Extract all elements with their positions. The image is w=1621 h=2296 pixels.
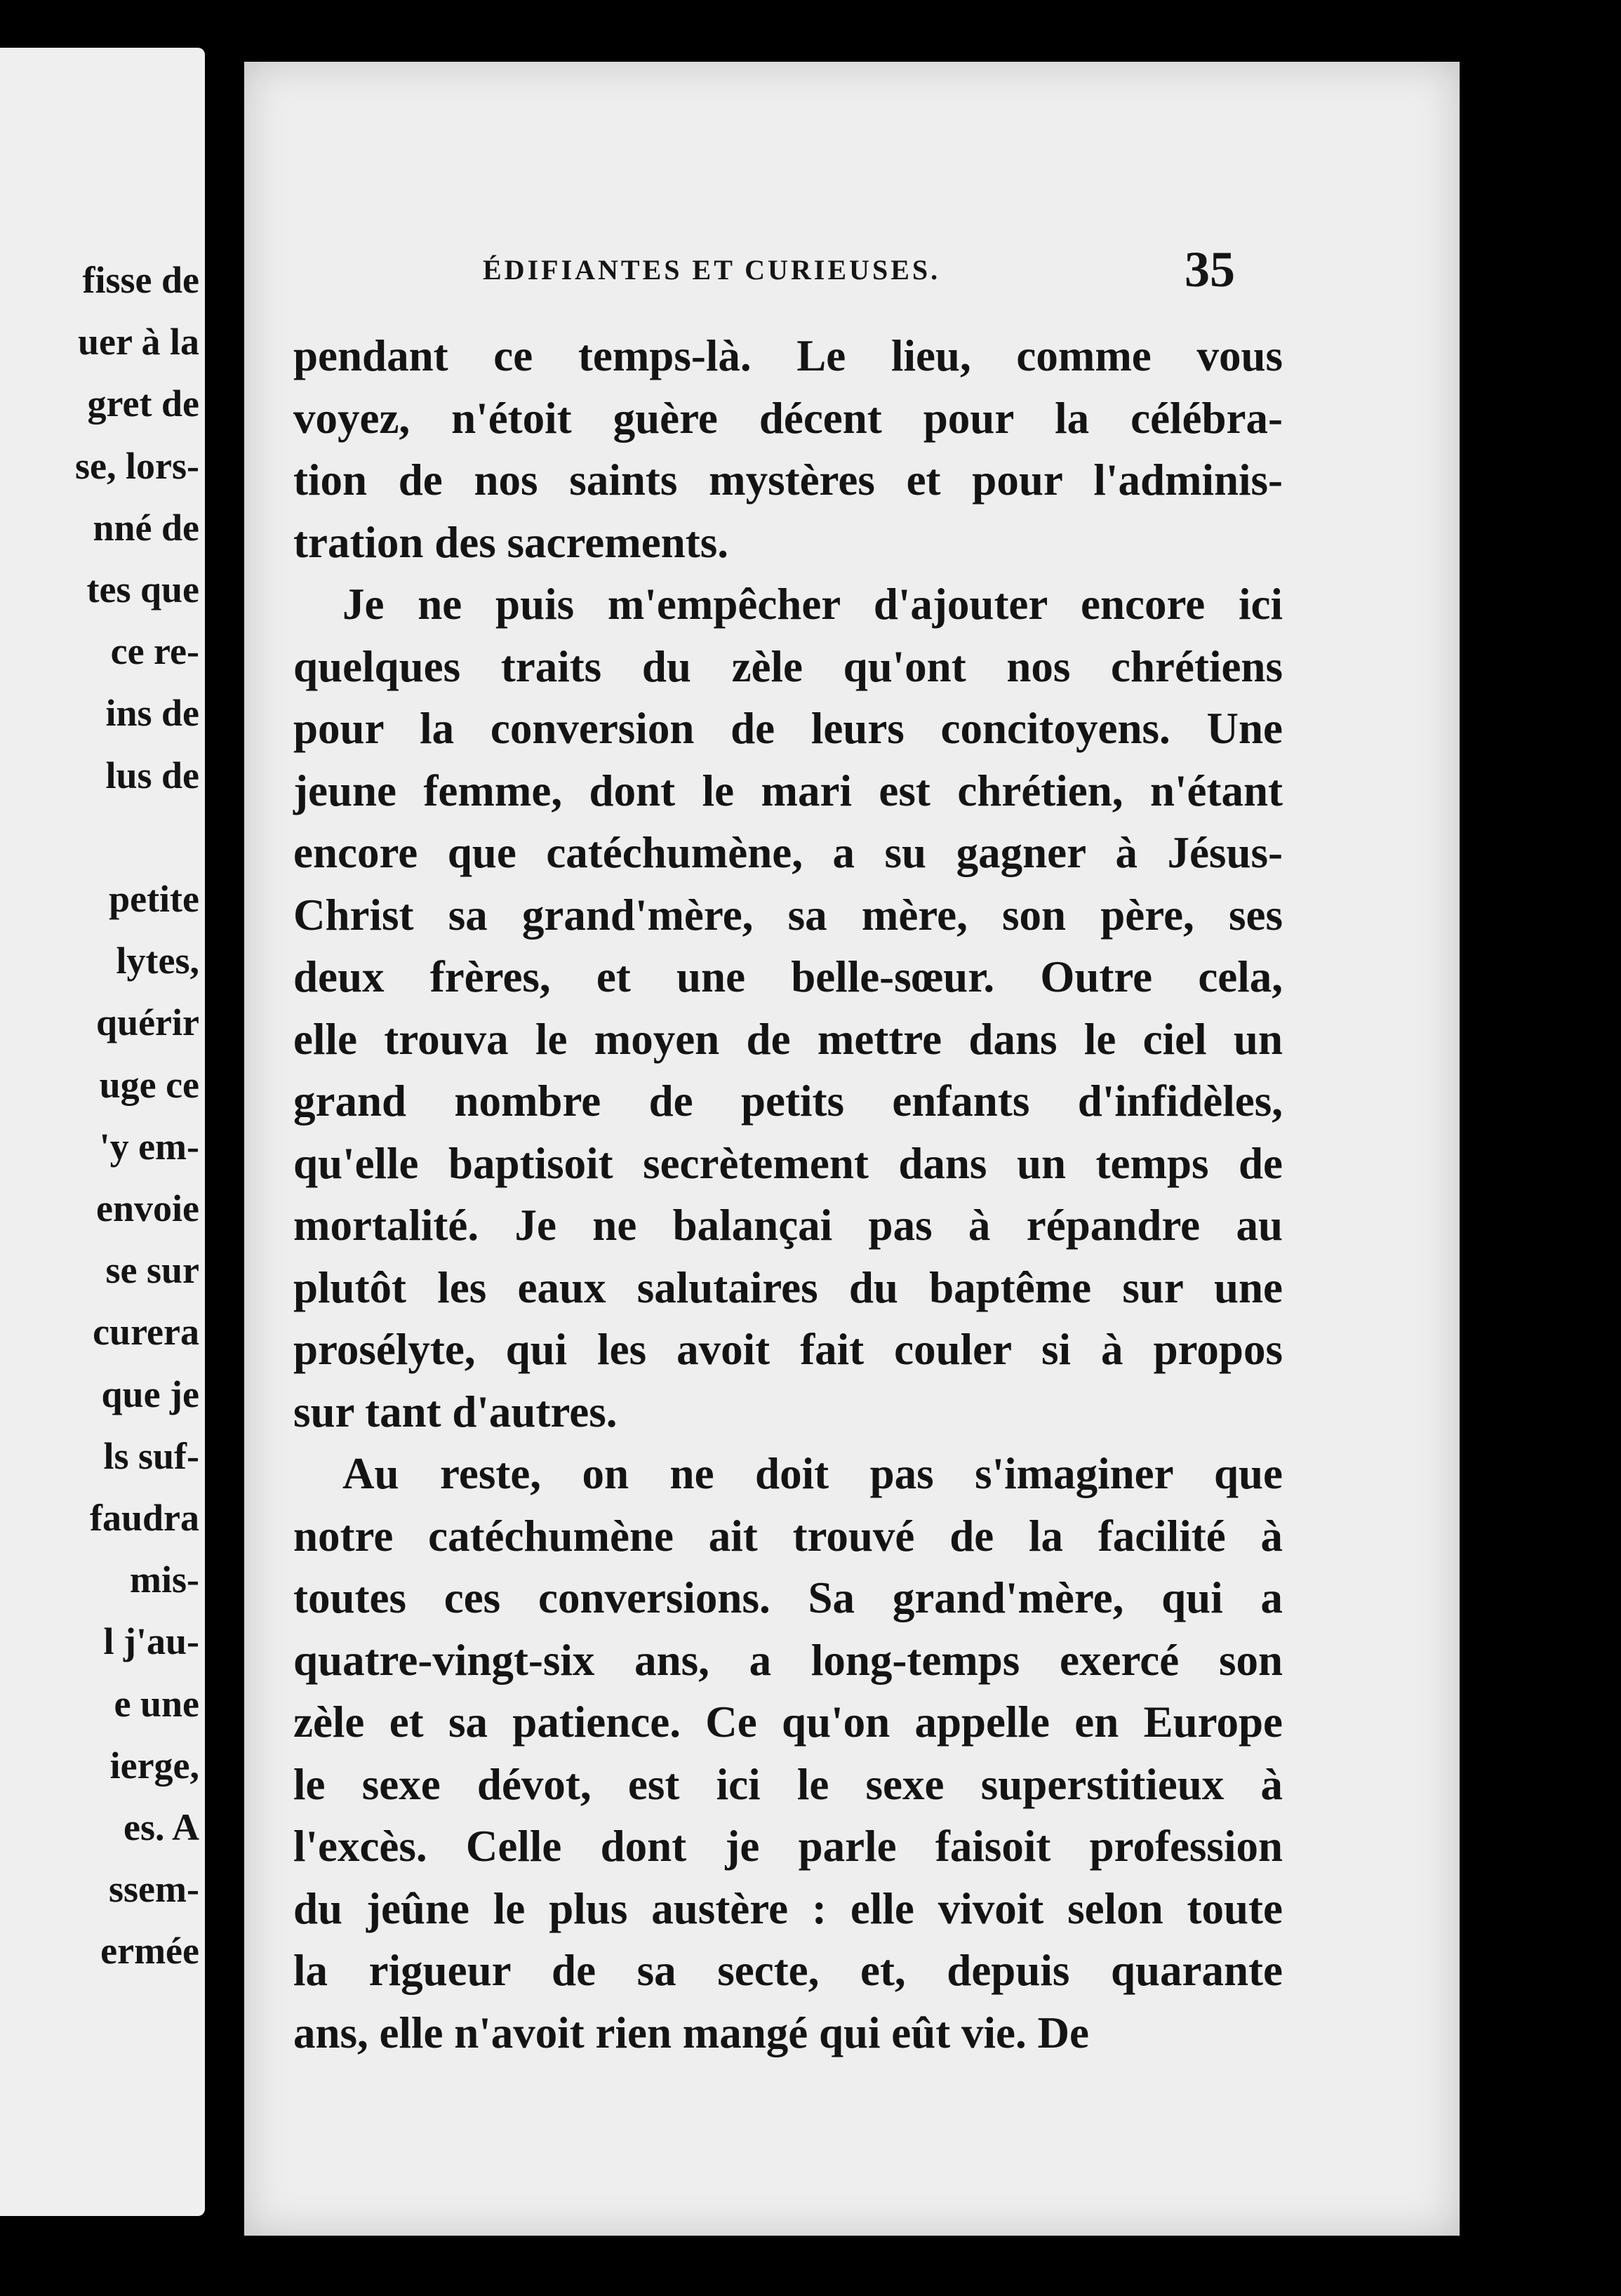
facing-page-line: envoie (96, 1187, 199, 1229)
facing-page-line: se, lors- (75, 444, 199, 487)
text-line: du jeûne le plus austère : elle vivoit selon toute (293, 1883, 1283, 1933)
text-line: qu'elle baptisoit secrètement dans un temps de (293, 1138, 1283, 1188)
book-page (244, 62, 1460, 2236)
facing-page-line: uge ce (99, 1063, 199, 1106)
facing-page-line: quérir (96, 1001, 199, 1044)
text-line: plutôt les eaux salutaires du baptême sur une (293, 1262, 1283, 1312)
text-line: prosélyte, qui les avoit fait couler si à propos (293, 1325, 1283, 1374)
text-line: Je ne puis m'empêcher d'ajouter encore ici (342, 580, 1283, 629)
facing-page-line: ce re- (110, 630, 199, 673)
text-line: mortalité. Je ne balançai pas à répandre au (293, 1201, 1283, 1250)
facing-page-line: mis- (130, 1559, 199, 1601)
facing-page-line: nné de (93, 506, 199, 549)
paragraph (293, 1443, 1283, 2064)
text-line: ans, elle n'avoit rien mangé qui eût vie. De (293, 2008, 1089, 2057)
text-line: Au reste, on ne doit pas s'imaginer que (342, 1449, 1283, 1498)
text-line: notre catéchumène ait trouvé de la facilité à (293, 1511, 1283, 1561)
page-header (244, 241, 1460, 304)
facing-page-line: que je (101, 1373, 199, 1415)
text-line: elle trouva le moyen de mettre dans le ciel un (293, 1014, 1283, 1064)
facing-page-line: tes que (86, 568, 199, 610)
text-line: pendant ce temps-là. Le lieu, comme vous (293, 331, 1283, 380)
text-line: Christ sa grand'mère, sa mère, son père, ses (293, 890, 1283, 940)
text-line: toutes ces conversions. Sa grand'mère, qui a (293, 1573, 1283, 1622)
paragraph (293, 573, 1283, 1443)
facing-page-line: curera (93, 1311, 199, 1354)
page-body (293, 325, 1283, 2064)
text-line: jeune femme, dont le mari est chrétien, n'étant (293, 766, 1283, 815)
paragraph (293, 325, 1283, 573)
text-line: deux frères, et une belle-sœur. Outre cela, (293, 952, 1283, 1001)
facing-page-line: faudra (89, 1497, 199, 1539)
text-line: sur tant d'autres. (293, 1387, 618, 1436)
text-line: la rigueur de sa secte, et, depuis quarante (293, 1946, 1283, 1995)
facing-page-line: es. A (124, 1806, 199, 1848)
facing-page-line: uer à la (78, 321, 199, 363)
facing-page-line: e une (114, 1682, 199, 1725)
text-line: pour la conversion de leurs concitoyens. Une (293, 704, 1283, 753)
facing-page-line: ierge, (109, 1744, 199, 1787)
facing-page-line: gret de (87, 382, 199, 425)
text-line: grand nombre de petits enfants d'infidèles, (293, 1076, 1283, 1126)
text-line: l'excès. Celle dont je parle faisoit profession (293, 1822, 1283, 1871)
facing-page-line: lus de (105, 754, 199, 796)
facing-page-line: petite (109, 878, 199, 920)
facing-page-line: 'y em- (99, 1125, 199, 1168)
page-number: 35 (1185, 241, 1235, 298)
facing-page-line: se sur (105, 1249, 199, 1292)
text-line: le sexe dévot, est ici le sexe superstitieux à (293, 1759, 1283, 1809)
text-line: tion de nos saints mystères et pour l'adminis- (293, 455, 1283, 505)
facing-page-line: l j'au- (103, 1620, 199, 1663)
facing-page (0, 48, 205, 2216)
text-line: quatre-vingt-six ans, a long-temps exercé son (293, 1635, 1283, 1685)
text-line: tration des sacrements. (293, 517, 728, 567)
facing-page-line: ermée (100, 1930, 199, 1973)
text-line: voyez, n'étoit guère décent pour la célébra- (293, 393, 1283, 443)
text-line: encore que catéchumène, a su gagner à Jésus- (293, 828, 1283, 877)
facing-page-line: ins de (105, 692, 199, 735)
facing-page-line: ls suf- (103, 1434, 199, 1477)
running-title: ÉDIFIANTES ET CURIEUSES. (483, 254, 941, 286)
facing-page-line: ssem- (109, 1868, 199, 1911)
facing-page-line: lytes, (116, 940, 199, 982)
text-line: quelques traits du zèle qu'ont nos chrétiens (293, 641, 1283, 691)
text-line: zèle et sa patience. Ce qu'on appelle en Europe (293, 1697, 1283, 1747)
facing-page-line: fisse de (82, 259, 199, 301)
